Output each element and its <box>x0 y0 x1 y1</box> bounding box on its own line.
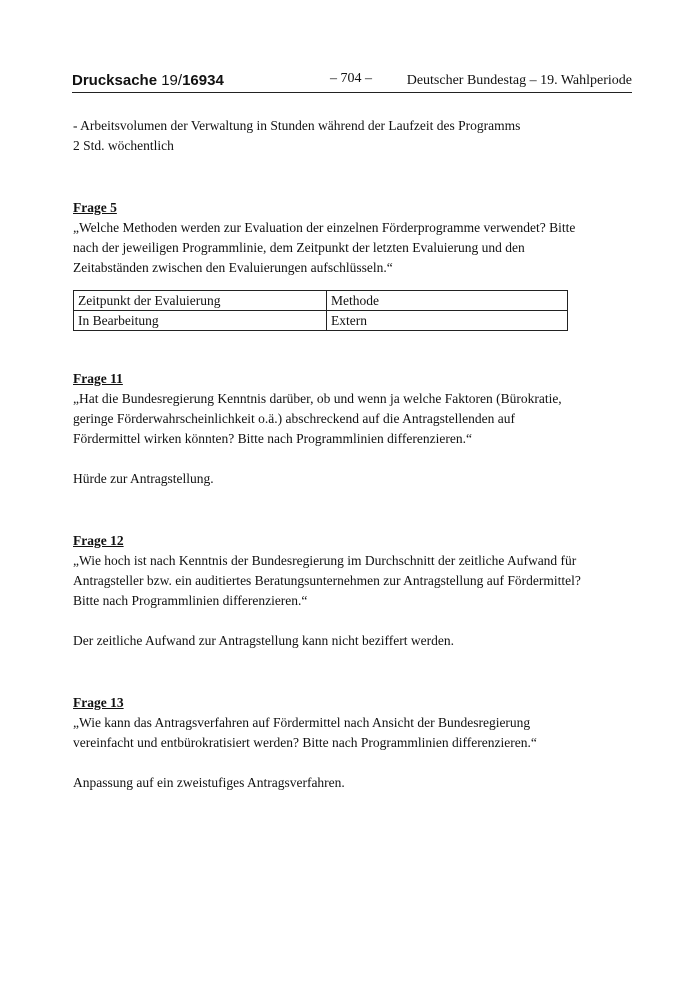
question-13-answer: Anpassung auf ein zweistufiges Antragsverfahren. <box>73 775 345 790</box>
page-number: – 704 – <box>330 71 372 86</box>
spacer <box>73 156 583 198</box>
document-body <box>73 116 583 793</box>
spacer <box>73 651 583 693</box>
spacer <box>73 489 583 531</box>
question-5-text: „Welche Methoden werden zur Evaluation der einzelnen Förderprogramme verwendet? Bitte nach der jeweiligen Programmlinie, dem Zeitpunkt der letzten Evaluierung und den Zeitabständen zwischen den Evaluierungen aufschlüsseln.“ <box>73 220 576 275</box>
header-rule <box>72 92 632 93</box>
doc-number-value: 16934 <box>182 72 224 89</box>
question-12-section <box>73 531 583 651</box>
question-11-answer: Hürde zur Antragstellung. <box>73 471 214 486</box>
spacer <box>73 753 583 773</box>
doc-number-prefix: 19/ <box>161 72 183 89</box>
spacer <box>73 611 583 631</box>
question-5-heading: Frage 5 <box>73 200 117 215</box>
question-5-section <box>73 198 583 331</box>
question-13-section <box>73 693 583 793</box>
publisher-label: Deutscher Bundestag – 19. Wahlperiode <box>406 73 632 88</box>
document-number <box>72 72 224 90</box>
intro-line-2: 2 Std. wöchentlich <box>73 138 174 153</box>
table-cell: In Bearbeitung <box>74 311 327 331</box>
intro-line-1: - Arbeitsvolumen der Verwaltung in Stunden während der Laufzeit des Programms <box>73 118 521 133</box>
page-header <box>72 72 632 92</box>
table-cell: Extern <box>327 311 568 331</box>
spacer <box>73 449 583 469</box>
question-11-section <box>73 369 583 489</box>
table-header-cell: Methode <box>327 291 568 311</box>
table-header-row <box>74 291 568 311</box>
question-13-text: „Wie kann das Antragsverfahren auf Fördermittel nach Ansicht der Bundesregierung vereinfacht und entbürokratisiert werden? Bitte nach Programmlinien differenzieren.“ <box>73 715 537 750</box>
table-row <box>74 311 568 331</box>
question-11-text: „Hat die Bundesregierung Kenntnis darüber, ob und wenn ja welche Faktoren (Bürokratie, geringe Förderwahrscheinlichkeit o.ä.) abschreckend auf die Antragstellenden auf Fördermittel wirken könnten? Bitte nach Programmlinien differenzieren.“ <box>73 391 562 446</box>
question-13-heading: Frage 13 <box>73 695 124 710</box>
spacer <box>73 331 583 369</box>
table-header-cell: Zeitpunkt der Evaluierung <box>74 291 327 311</box>
question-12-answer: Der zeitliche Aufwand zur Antragstellung kann nicht beziffert werden. <box>73 633 454 648</box>
question-12-text: „Wie hoch ist nach Kenntnis der Bundesregierung im Durchschnitt der zeitliche Aufwand für Antragsteller bzw. ein auditiertes Beratungsunternehmen zur Antragstellung auf Fördermittel? Bitte nach Programmlinien differenzieren.“ <box>73 553 581 608</box>
doc-label: Drucksache <box>72 72 162 89</box>
question-12-heading: Frage 12 <box>73 533 124 548</box>
question-11-heading: Frage 11 <box>73 371 123 386</box>
evaluation-table <box>73 290 568 331</box>
